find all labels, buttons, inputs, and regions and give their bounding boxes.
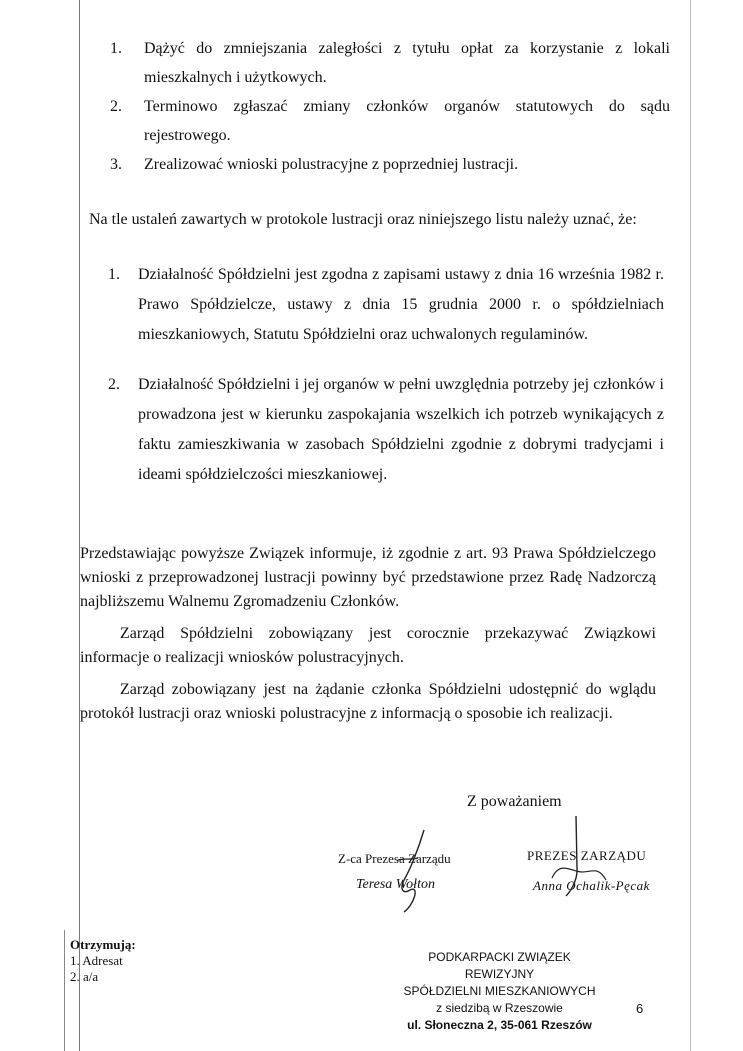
list-item: 1. Dążyć do zmniejszania zaległości z tytułu opłat za korzystanie z lokali mieszkalnych i użytkowych.	[110, 40, 670, 86]
signature-stroke-2	[566, 816, 577, 896]
recipient-item: 2. a/a	[70, 969, 99, 984]
stamp-line: PODKARPACKI ZWIĄZEK REWIZYJNY	[428, 950, 571, 981]
page-number: 6	[636, 1001, 644, 1016]
list-item: 3. Zrealizować wnioski polustracyjne z poprzedniej lustracji.	[110, 156, 519, 173]
closing-regards: Z poważaniem	[467, 793, 562, 810]
intro-sentence: Na tle ustaleń zawartych w protokole lustracji oraz niniejszego listu należy uznać, że:	[89, 211, 637, 228]
recipient-item: 1. Adresat	[70, 953, 123, 968]
signatory-name: Anna Ochalik-Pęcak	[533, 878, 650, 893]
signatory-title: Z-ca Prezesa Zarządu	[338, 851, 451, 866]
list-item: 2. Terminowo zgłaszać zmiany członków organów statutowych do sądu rejestrowego.	[110, 98, 670, 144]
paragraph: Przedstawiając powyższe Związek informuje, iż zgodnie z art. 93 Prawa Spółdzielczego wnioski z przeprowadzonej lustracji powinny być przedstawione przez Radę Nadzorczą najbliższemu Walnemu Zgromadzeniu Członków.	[80, 545, 656, 610]
paragraph: Zarząd zobowiązany jest na żądanie członka Spółdzielni udostępnić do wglądu protokół lustracji oraz wnioski polustracyjne z informacją o sposobie ich realizacji.	[80, 681, 656, 722]
organization-stamp	[392, 949, 607, 1034]
signatory-name: Teresa Wołton	[356, 877, 435, 892]
paragraph: Zarząd Spółdzielni zobowiązany jest corocznie przekazywać Związkowi informacje o realizacji wniosków polustracyjnych.	[80, 625, 656, 666]
stamp-line: z siedzibą w Rzeszowie	[436, 1001, 563, 1015]
list-item: 2. Działalność Spółdzielni i jej organów w pełni uwzględnia potrzeby jej członków i prowadzona jest w kierunku zaspokajania wszelkich ich potrzeb wynikających z faktu zamieszkiwania w zasobach Spółdzielni zgodnie z dobrymi tradycjami i ideami spółdzielczości mieszkaniowej.	[108, 376, 664, 483]
recipients-heading: Otrzymują:	[70, 937, 136, 952]
signatory-title: PREZES ZARZĄDU	[527, 848, 647, 863]
signature-stroke-1	[402, 830, 424, 912]
stamp-line: SPÓŁDZIELNI MIESZKANIOWYCH	[403, 984, 596, 998]
signature-stroke-1b	[398, 858, 418, 860]
list-item: 1. Działalność Spółdzielni jest zgodna z zapisami ustawy z dnia 16 września 1982 r. Prawo Spółdzielcze, ustawy z dnia 15 grudnia 2000 r. o spółdzielniach mieszkaniowych, Statutu Spółdzielni oraz uchwalonych regulaminów.	[108, 266, 664, 343]
signature-stroke-2b	[552, 868, 606, 880]
recipients-list	[70, 937, 136, 985]
stamp-line: ul. Słoneczna 2, 35-061 Rzeszów	[407, 1018, 592, 1032]
